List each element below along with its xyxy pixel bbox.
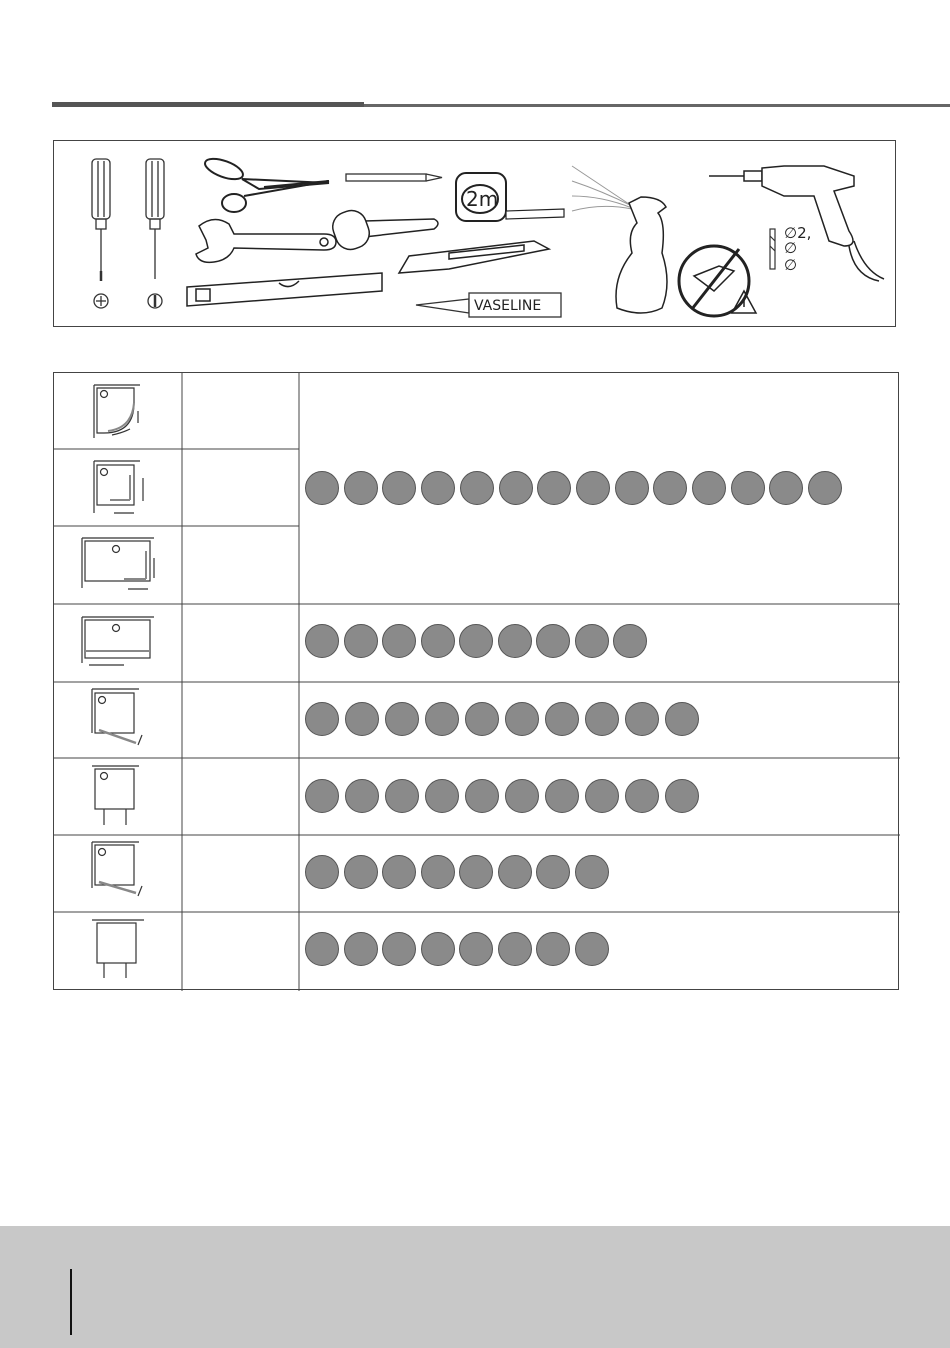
part-circle — [345, 702, 379, 736]
part-circle — [585, 702, 619, 736]
spray-bottle-icon — [572, 166, 667, 313]
part-circle — [575, 624, 609, 658]
part-circle — [505, 779, 539, 813]
tape-label: 2m — [466, 187, 499, 211]
part-circle — [808, 471, 842, 505]
part-circle — [536, 624, 570, 658]
part-circle — [498, 624, 532, 658]
installation-table — [53, 372, 899, 990]
part-circle — [382, 855, 416, 889]
header-rule-thin — [364, 104, 950, 107]
part-circle — [382, 624, 416, 658]
part-circle — [305, 702, 339, 736]
part-circle — [498, 932, 532, 966]
flat-screwdriver-icon — [146, 159, 164, 308]
part-circle — [460, 471, 494, 505]
part-circle — [382, 932, 416, 966]
part-circle — [305, 624, 339, 658]
part-circle — [344, 855, 378, 889]
pivot-door-side-icon — [92, 842, 142, 896]
part-circle — [385, 702, 419, 736]
part-circle — [545, 779, 579, 813]
part-circle — [498, 855, 532, 889]
table-grid-lines — [54, 373, 900, 991]
rectangle-shower-icon — [82, 538, 154, 589]
part-circle — [536, 855, 570, 889]
drill-bit-icon — [770, 229, 775, 269]
part-circle — [421, 624, 455, 658]
part-circle — [731, 471, 765, 505]
drill-size-1: ∅2, — [784, 224, 812, 242]
part-circle — [459, 932, 493, 966]
part-circle — [585, 779, 619, 813]
no-power-tool-warning-icon — [679, 246, 756, 316]
utility-knife-icon — [399, 241, 549, 273]
part-circle — [615, 471, 649, 505]
wrench-icon — [196, 219, 336, 262]
part-circle — [459, 624, 493, 658]
part-circle — [575, 855, 609, 889]
part-circle — [305, 855, 339, 889]
part-circle — [344, 624, 378, 658]
part-circle — [625, 779, 659, 813]
drill-size-3: ∅ — [784, 256, 798, 274]
part-circle — [344, 471, 378, 505]
bifold-door-icon — [92, 766, 139, 825]
part-circle — [537, 471, 571, 505]
spirit-level-icon — [187, 273, 382, 306]
part-circle — [505, 702, 539, 736]
part-circle — [345, 779, 379, 813]
part-circle — [305, 471, 339, 505]
part-circle — [665, 779, 699, 813]
part-circle — [575, 932, 609, 966]
part-circle — [459, 855, 493, 889]
part-circle — [425, 702, 459, 736]
recess-shower-icon — [82, 617, 154, 665]
part-circle — [613, 624, 647, 658]
drill-size-2: ∅ — [784, 239, 798, 257]
part-circle — [665, 702, 699, 736]
wall-door-icon — [92, 920, 144, 978]
vaseline-tube-icon — [416, 293, 561, 317]
part-circle — [305, 779, 339, 813]
header-rule-thick — [52, 102, 364, 107]
footer-bar — [70, 1269, 72, 1335]
square-shower-icon — [94, 461, 143, 513]
pencil-icon — [346, 174, 442, 181]
part-circle — [344, 932, 378, 966]
part-circle — [576, 471, 610, 505]
part-circle — [305, 932, 339, 966]
scissors-icon — [202, 155, 329, 212]
part-circle — [465, 779, 499, 813]
quarter-round-shower-icon — [94, 385, 140, 438]
part-circle — [421, 932, 455, 966]
vaseline-label: VASELINE — [474, 298, 542, 314]
mallet-icon — [329, 206, 438, 253]
part-circle — [385, 779, 419, 813]
pivot-door-icon — [92, 689, 142, 745]
part-circle — [625, 702, 659, 736]
part-circle — [465, 702, 499, 736]
tools-illustration — [54, 141, 897, 328]
phillips-screwdriver-icon — [92, 159, 110, 308]
part-circle — [692, 471, 726, 505]
part-circle — [536, 932, 570, 966]
tools-panel — [53, 140, 896, 327]
part-circle — [545, 702, 579, 736]
footer-band — [0, 1226, 950, 1348]
part-circle — [425, 779, 459, 813]
part-circle — [421, 855, 455, 889]
part-circle — [499, 471, 533, 505]
tape-measure-icon — [456, 173, 564, 221]
part-circle — [421, 471, 455, 505]
